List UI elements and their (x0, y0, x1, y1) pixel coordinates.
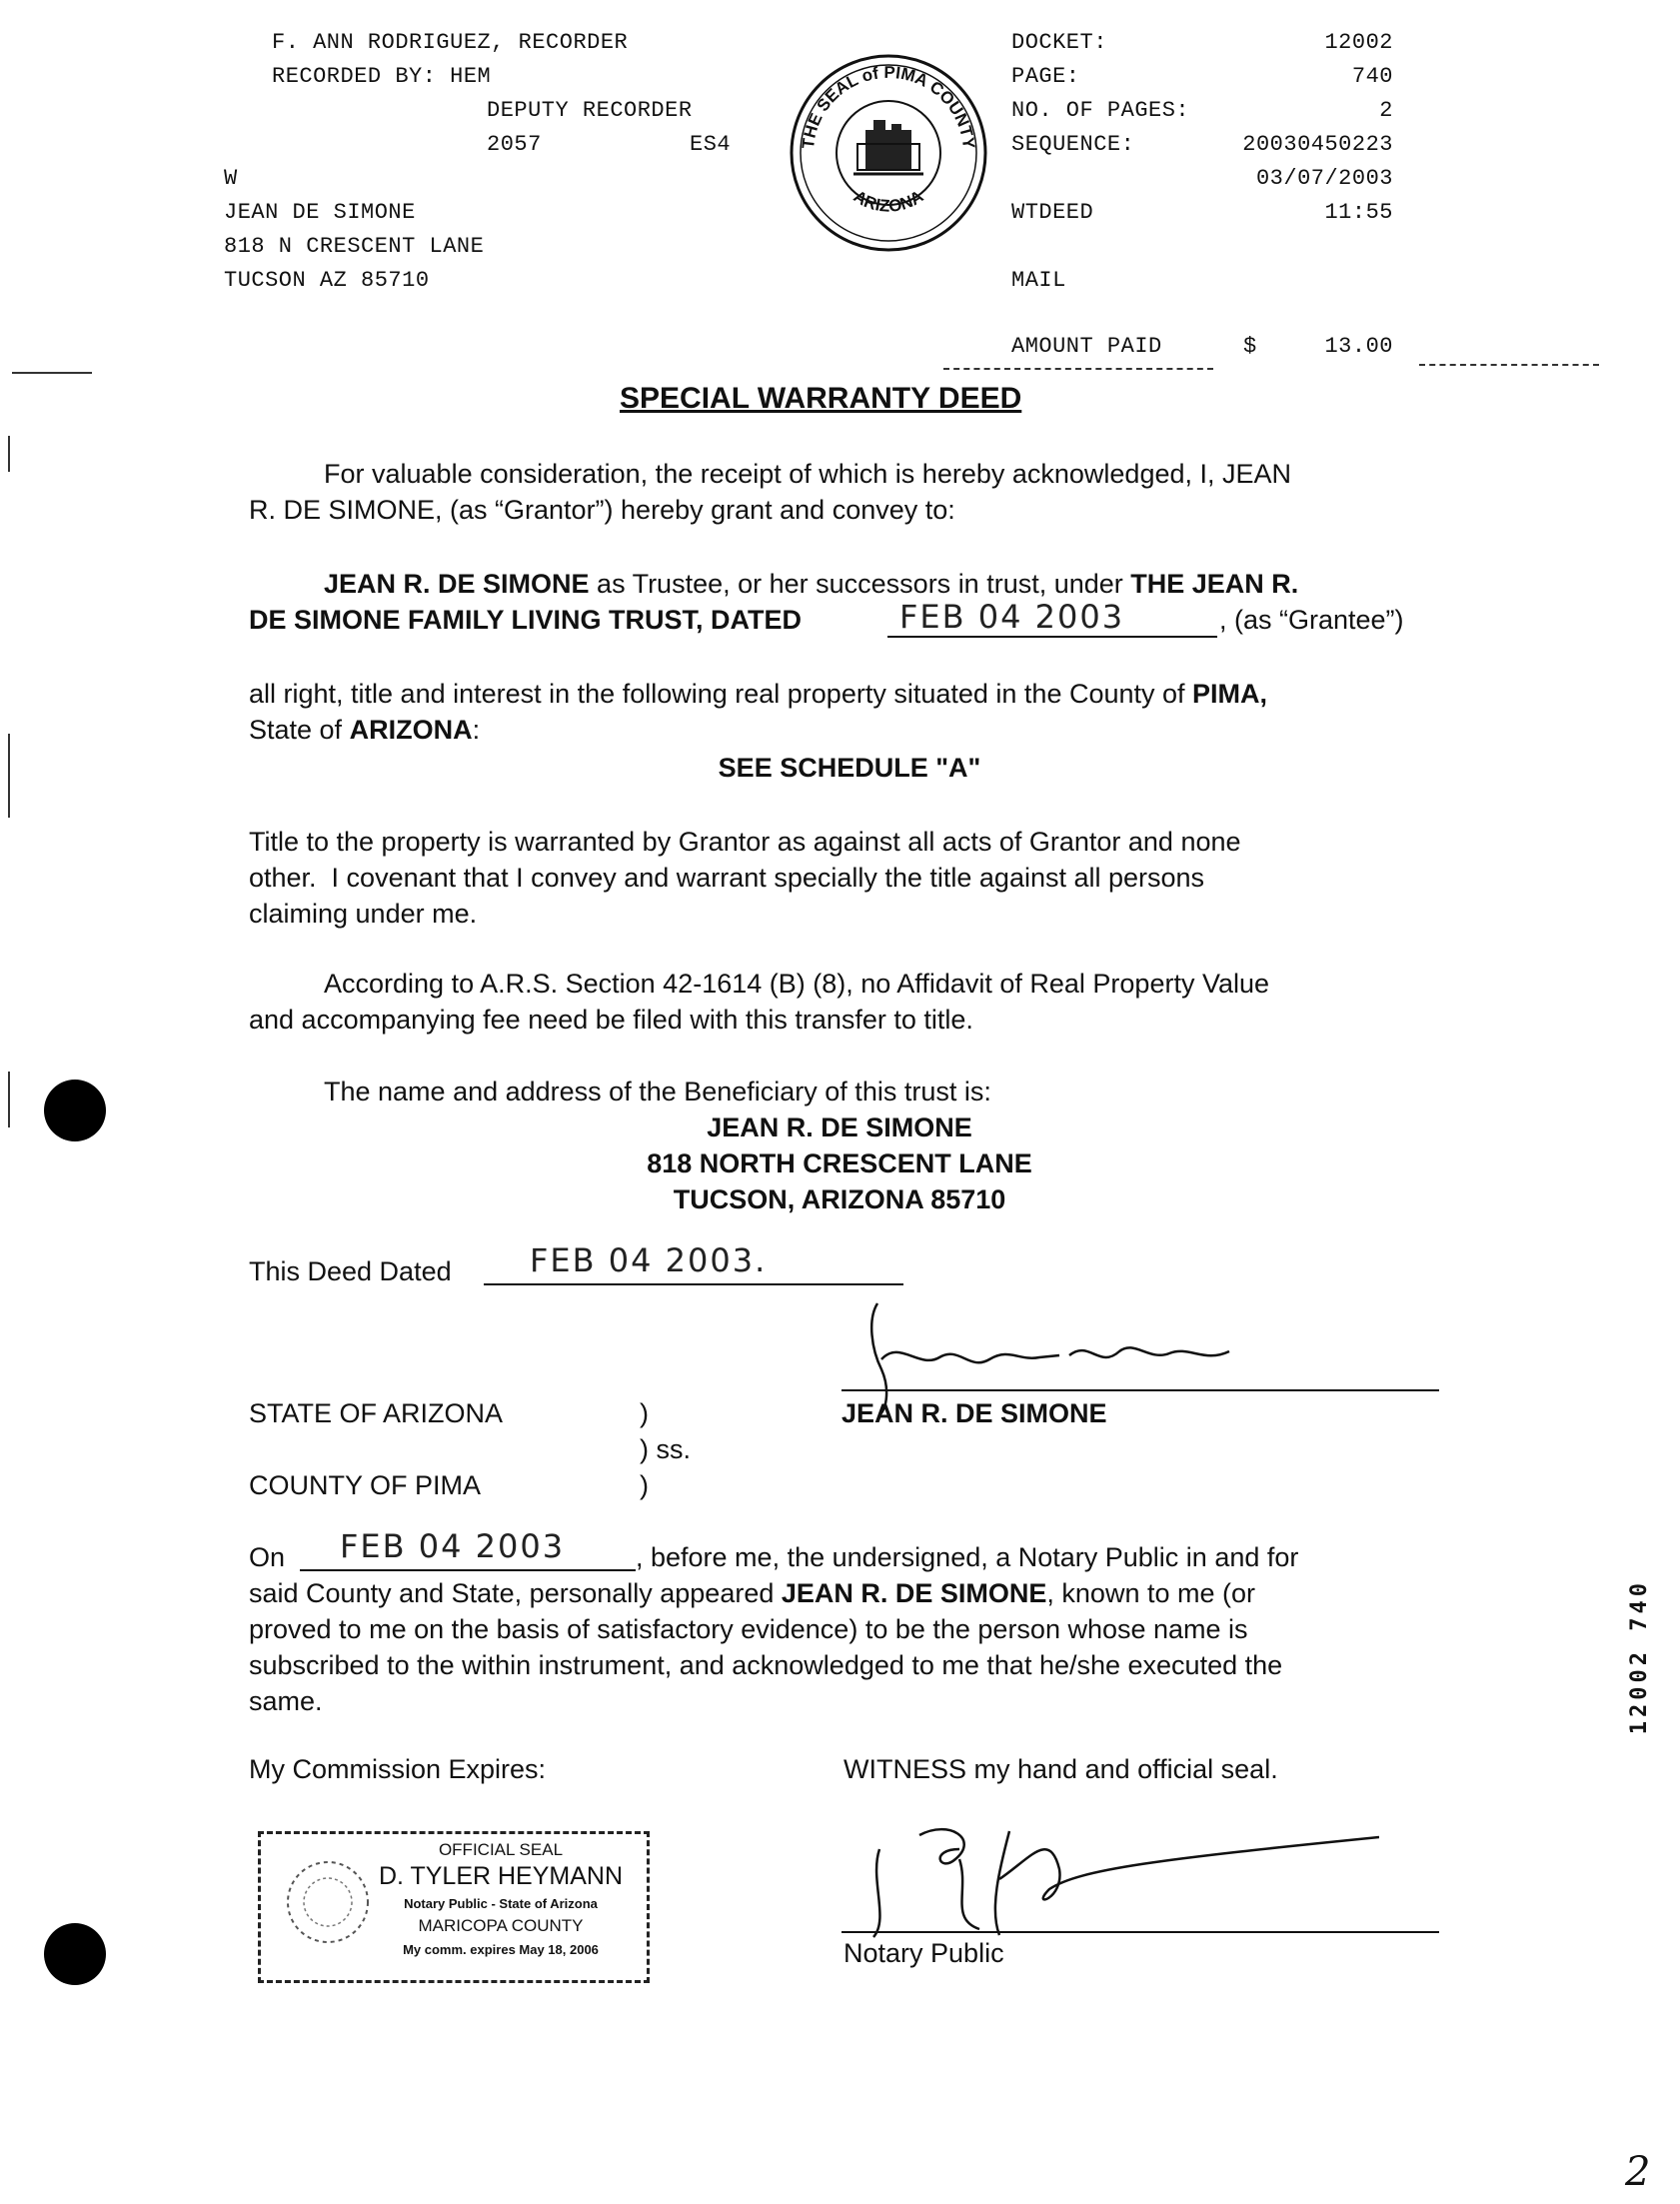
p3-text-b: State of (249, 715, 350, 745)
venue-county: COUNTY OF PIMA (249, 1470, 482, 1500)
amount-currency: $ (1243, 334, 1257, 359)
p4-line2: other. I covenant that I convey and warrant specially the title against all persons (249, 863, 1205, 893)
margin-docket-stamp: 12002 740 (1627, 1579, 1652, 1735)
notary-seal-expiration: My comm. expires May 18, 2006 (403, 1942, 599, 1957)
sequence-label: SEQUENCE: (1011, 132, 1135, 157)
notary-signature-line (841, 1931, 1439, 1933)
witness-text: WITNESS my hand and official seal. (843, 1754, 1278, 1784)
document-type: WTDEED (1011, 200, 1094, 225)
p1-line1: For valuable consideration, the receipt of which is hereby acknowledged, I, JEAN (324, 459, 1292, 489)
county-name: PIMA, (1192, 679, 1268, 709)
notary-seal-county: MARICOPA COUNTY (418, 1916, 584, 1935)
ack-line2-b: , known to me (or (1046, 1578, 1255, 1608)
docket-label: DOCKET: (1011, 30, 1107, 55)
ack-line2-a: said County and State, personally appeared (249, 1578, 782, 1608)
notary-public-label: Notary Public (843, 1938, 1004, 1968)
recorder-name: F. ANN RODRIGUEZ, RECORDER (272, 30, 629, 55)
notary-seal-emblem-icon (283, 1852, 373, 1952)
ack-line5: same. (249, 1686, 323, 1716)
return-city: TUCSON AZ 85710 (224, 268, 430, 293)
margin-tick-3 (8, 1072, 10, 1127)
ack-date-line (300, 1569, 636, 1571)
margin-tick-2 (8, 734, 10, 818)
trust-date-line (887, 636, 1217, 638)
notary-signature (859, 1819, 1379, 1939)
return-name: JEAN DE SIMONE (224, 200, 416, 225)
beneficiary-name: JEAN R. DE SIMONE (707, 1112, 972, 1142)
commission-label: My Commission Expires: (249, 1754, 547, 1784)
mail-flag: MAIL (1011, 268, 1066, 293)
ack-line3: proved to me on the basis of satisfactory evidence) to be the person whose name is (249, 1614, 1248, 1644)
seal-bottom-text: ARIZONA (849, 186, 927, 216)
beneficiary-intro: The name and address of the Beneficiary of this trust is: (324, 1077, 991, 1106)
p2-mid: as Trustee, or her successors in trust, under (589, 569, 1131, 599)
deputy-recorder: DEPUTY RECORDER (487, 98, 693, 123)
trust-name-a: THE JEAN R. (1130, 569, 1299, 599)
ack-line1-rest: , before me, the undersigned, a Notary Public in and for (636, 1542, 1299, 1572)
notary-official-seal (258, 1831, 650, 1983)
ack-line4: subscribed to the within instrument, and acknowledged to me that he/she executed the (249, 1650, 1283, 1680)
page-number-mark: 2 (1625, 2149, 1651, 2195)
p3-line1 (249, 676, 1267, 712)
header-rule-left (12, 372, 92, 374)
venue-paren-1: ) (640, 1398, 649, 1428)
return-marker: W (224, 166, 238, 191)
punch-hole-1 (44, 1080, 106, 1141)
venue-state: STATE OF ARIZONA (249, 1398, 504, 1428)
sequence-value: 20030450223 (1242, 132, 1393, 157)
p4-line3: claiming under me. (249, 899, 478, 929)
beneficiary-city: TUCSON, ARIZONA 85710 (673, 1184, 1006, 1214)
page-value: 740 (1351, 64, 1393, 89)
seal-top-text: THE SEAL of PIMA COUNTY (799, 62, 979, 150)
notary-seal-title: Notary Public - State of Arizona (404, 1896, 598, 1911)
grantor-printed-name: JEAN R. DE SIMONE (841, 1398, 1107, 1428)
pages-label: NO. OF PAGES: (1011, 98, 1190, 123)
ack-date-handwritten: FEB 04 2003 (340, 1527, 566, 1565)
p4-line1: Title to the property is warranted by Grantor as against all acts of Grantor and none (249, 827, 1241, 857)
pages-value: 2 (1379, 98, 1393, 123)
ack-line2 (249, 1575, 1255, 1611)
venue-paren-2: ) (640, 1470, 649, 1500)
beneficiary-street: 818 NORTH CRESCENT LANE (647, 1148, 1032, 1178)
ack-name: JEAN R. DE SIMONE (781, 1578, 1047, 1608)
p1-line2: R. DE SIMONE, (as “Grantor”) hereby grant and convey to: (249, 495, 955, 525)
amount-paid-value: 13.00 (1324, 334, 1393, 359)
notary-seal-heading: OFFICIAL SEAL (438, 1840, 564, 1859)
trust-name-b: DE SIMONE FAMILY LIVING TRUST, DATED (249, 605, 803, 635)
record-time: 11:55 (1324, 200, 1393, 225)
recorder-code-1: 2057 (487, 132, 542, 157)
recorded-by: RECORDED BY: HEM (272, 64, 492, 89)
notary-seal-name: D. TYLER HEYMANN (378, 1862, 624, 1890)
deed-dated-line (484, 1283, 903, 1285)
deed-dated-label: This Deed Dated (249, 1256, 452, 1286)
p5-line2: and accompanying fee need be filed with this transfer to title. (249, 1005, 973, 1035)
recorder-code-2: ES4 (690, 132, 732, 157)
p5-line1: According to A.R.S. Section 42-1614 (B) (8), no Affidavit of Real Property Value (324, 969, 1270, 999)
p2-line1 (324, 566, 1298, 602)
p3-line2 (249, 712, 480, 748)
header-rule-right (1419, 364, 1599, 366)
p3-text-c: : (472, 715, 481, 745)
ack-on: On (249, 1542, 286, 1572)
svg-text:ARIZONA (850, 187, 927, 216)
p3-text-a: all right, title and interest in the following real property situated in the County of (249, 679, 1193, 709)
pima-county-seal (788, 52, 989, 254)
page-label: PAGE: (1011, 64, 1080, 89)
grantor-signature-line (841, 1389, 1439, 1391)
document-title: SPECIAL WARRANTY DEED (620, 382, 1022, 415)
amount-paid-label: AMOUNT PAID (1011, 334, 1162, 359)
grantee-tail: , (as “Grantee”) (1219, 605, 1404, 635)
header-rule-mid (943, 368, 1213, 370)
deed-dated-handwritten: FEB 04 2003. (530, 1241, 768, 1279)
record-date: 03/07/2003 (1255, 166, 1393, 191)
return-street: 818 N CRESCENT LANE (224, 234, 485, 259)
grantee-name: JEAN R. DE SIMONE (324, 569, 590, 599)
margin-tick-1 (8, 436, 10, 472)
venue-ss: ) ss. (640, 1434, 691, 1464)
state-name: ARIZONA (349, 715, 473, 745)
trust-date-handwritten: FEB 04 2003 (899, 598, 1125, 636)
punch-hole-2 (44, 1923, 106, 1985)
docket-value: 12002 (1324, 30, 1393, 55)
schedule-reference: SEE SCHEDULE "A" (718, 753, 981, 783)
